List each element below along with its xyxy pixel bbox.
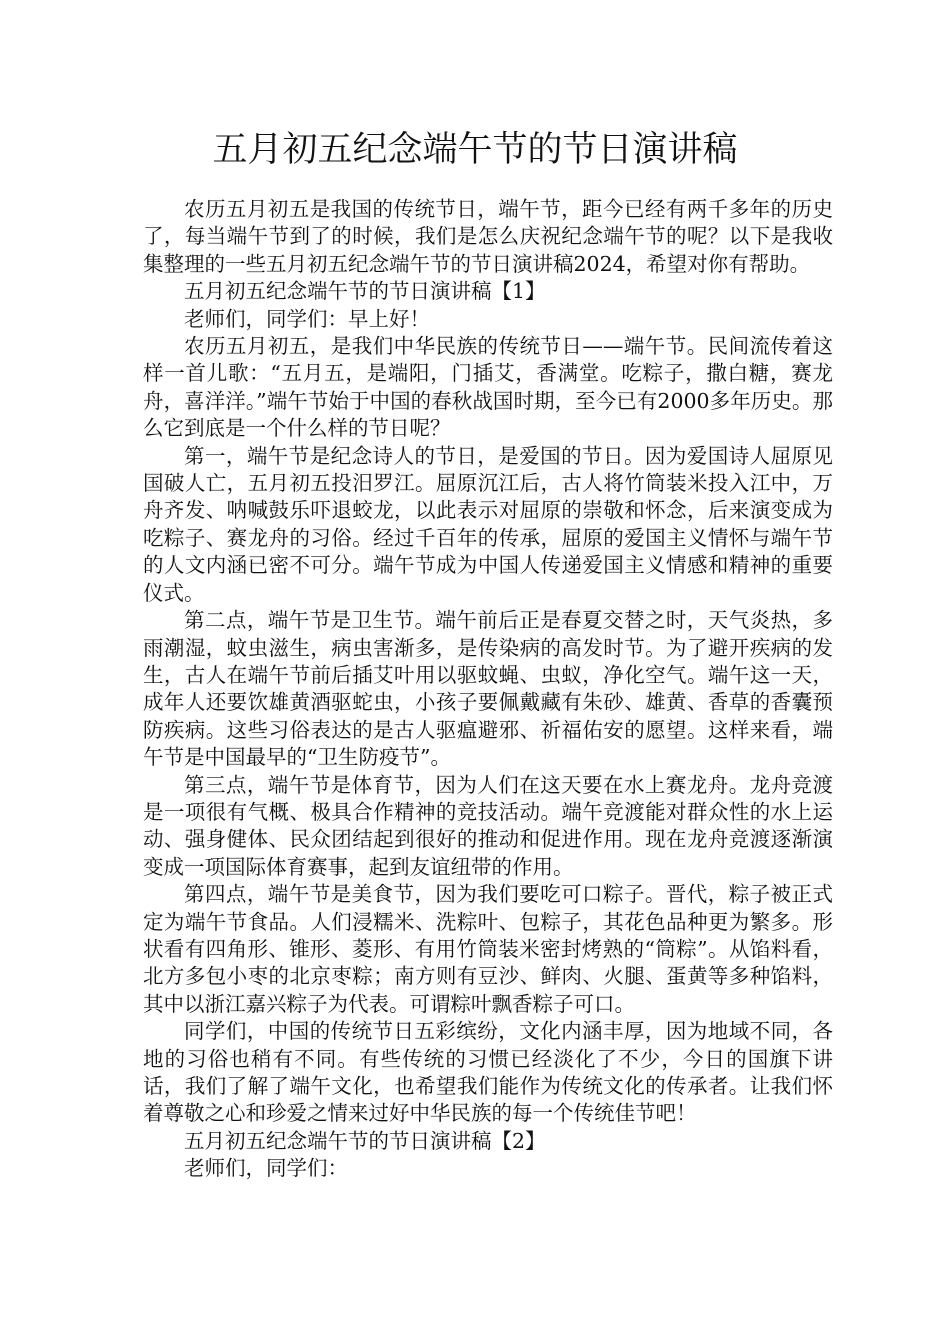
body-paragraph: 第一，端午节是纪念诗人的节日，是爱国的节日。因为爱国诗人屈原见国破人亡，五月初五投汨罗江。屈原沉江后，古人将竹筒装米投入江中，万舟齐发、呐喊鼓乐吓退蛟龙，以此表示对屈原的崇敬和怀念，后来演变成为吃粽子、赛龙舟的习俗。经过千百年的传承，屈原的爱国主义情怀与端午节的人文内涵已密不可分。端午节成为中国人传递爱国主义情感和精神的重要仪式。	[143, 443, 833, 605]
section-heading-2: 五月初五纪念端午节的节日演讲稿【2】	[184, 1128, 546, 1153]
body-paragraph: 第四点，端午节是美食节，因为我们要吃可口粽子。晋代，粽子被正式定为端午节食品。人们浸糯米、洗粽叶、包粽子，其花色品种更为繁多。形状看有四角形、锥形、菱形、有用竹筒装米密封烤熟的“筒粽”。从馅料看，北方多包小枣的北京枣粽；南方则有豆沙、鲜肉、火腿、蛋黄等多种馅料，其中以浙江嘉兴粽子为代表。可谓粽叶飘香粽子可口。	[143, 882, 833, 1016]
body-paragraph: 第三点，端午节是体育节，因为人们在这天要在水上赛龙舟。龙舟竞渡是一项很有气概、极具合作精神的竞技活动。端午竞渡能对群众性的水上运动、强身健体、民众团结起到很好的推动和促进作用。现在龙舟竞渡逐渐演变成一项国际体育赛事，起到友谊纽带的作用。	[143, 772, 833, 879]
greeting-2: 老师们，同学们：	[184, 1156, 348, 1181]
body-paragraph: 农历五月初五，是我们中华民族的传统节日——端午节。民间流传着这样一首儿歌：“五月五，是端阳，门插艾，香满堂。吃粽子，撒白糖，赛龙舟，喜洋洋。”端午节始于中国的春秋战国时期，至今已有2000多年历史。那么它到底是一个什么样的节日呢？	[143, 334, 833, 441]
document-title: 五月初五纪念端午节的节日演讲稿	[212, 130, 738, 170]
greeting-1: 老师们，同学们：早上好！	[184, 306, 430, 331]
intro-paragraph: 农历五月初五是我国的传统节日，端午节，距今已经有两千多年的历史了，每当端午节到了的时候，我们是怎么庆祝纪念端午节的呢？以下是我收集整理的一些五月初五纪念端午节的节日演讲稿2024，希望对你有帮助。	[143, 197, 833, 276]
document-body	[143, 196, 833, 1183]
body-paragraph: 第二点，端午节是卫生节。端午前后正是春夏交替之时，天气炎热，多雨潮湿，蚊虫滋生，病虫害渐多，是传染病的高发时节。为了避开疾病的发生，古人在端午节前后插艾叶用以驱蚊蝇、虫蚁，净化空气。端午这一天，成年人还要饮雄黄酒驱蛇虫，小孩子要佩戴藏有朱砂、雄黄、香草的香囊预防疾病。这些习俗表达的是古人驱瘟避邪、祈福佑安的愿望。这样来看，端午节是中国最早的“卫生防疫节”。	[143, 608, 833, 770]
section-heading-1: 五月初五纪念端午节的节日演讲稿【1】	[184, 279, 546, 304]
body-paragraph: 同学们，中国的传统节日五彩缤纷，文化内涵丰厚，因为地域不同，各地的习俗也稍有不同。有些传统的习惯已经淡化了不少，今日的国旗下讲话，我们了解了端午文化，也希望我们能作为传统文化的传承者。让我们怀着尊敬之心和珍爱之情来过好中华民族的每一个传统佳节吧！	[143, 1019, 833, 1126]
